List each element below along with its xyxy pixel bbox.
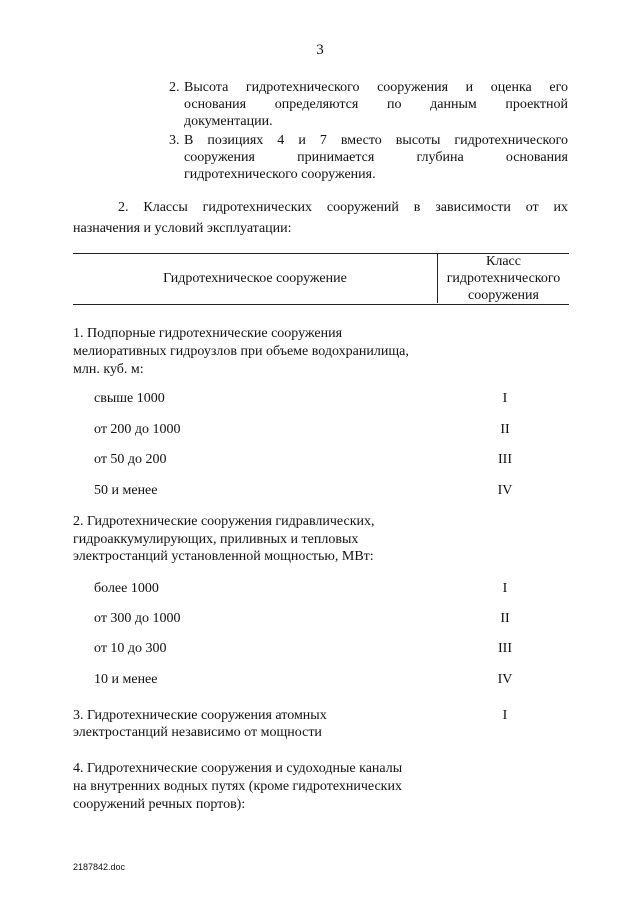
header-class-line: Класс: [486, 254, 521, 269]
row-class: II: [500, 611, 510, 626]
note-line: документации.: [184, 114, 273, 129]
section-title: электростанций независимо от мощности: [73, 725, 322, 740]
note-line: гидротехнического сооружения.: [184, 167, 376, 182]
note-3: [169, 132, 568, 183]
section-title: млн. куб. м:: [73, 362, 144, 377]
section-title: 1. Подпорные гидротехнические сооружения: [73, 326, 343, 341]
section-title: сооружений речных портов):: [73, 797, 246, 812]
row-class: I: [502, 581, 508, 596]
row-class: III: [498, 641, 512, 656]
note-line: сооружения принимается глубина основания: [184, 150, 568, 165]
table-header-class: [438, 253, 569, 304]
row-label: от 200 до 1000: [94, 422, 181, 437]
row-label: 10 и менее: [94, 672, 158, 687]
row-class: II: [500, 422, 510, 437]
note-line: Высота гидротехнического сооружения и оценка его: [184, 80, 568, 95]
section-title: 2. Гидротехнические сооружения гидравлических,: [73, 514, 375, 529]
note-number: 2.: [169, 80, 180, 95]
row-class: III: [498, 452, 512, 467]
section-title: электростанций установленной мощностью, МВт:: [73, 549, 374, 564]
table-header-structure: Гидротехническое сооружение: [163, 271, 347, 286]
note-2: [169, 79, 568, 130]
note-line: В позициях 4 и 7 вместо высоты гидротехнического: [184, 133, 568, 148]
row-label: более 1000: [94, 581, 159, 596]
row-label: 50 и менее: [94, 483, 158, 498]
row-label: свыше 1000: [94, 391, 165, 406]
intro-line: назначения и условий эксплуатации:: [73, 221, 292, 236]
section-title: 4. Гидротехнические сооружения и судоходные каналы: [73, 761, 403, 776]
section-title: гидроаккумулирующих, приливных и тепловых: [73, 532, 359, 547]
note-text: [184, 132, 568, 183]
row-class: I: [502, 708, 508, 723]
row-class: IV: [497, 672, 513, 687]
row-label: от 300 до 1000: [94, 611, 181, 626]
note-text: [184, 79, 568, 130]
intro-line: 2. Классы гидротехнических сооружений в зависимости от их: [118, 200, 568, 215]
row-class: I: [502, 391, 508, 406]
table-header-rule: [73, 304, 569, 305]
section-title: мелиоративных гидроузлов при объеме водохранилища,: [73, 344, 409, 359]
header-class-line: гидротехнического: [446, 271, 561, 286]
footer-filename: 2187842.doc: [73, 862, 126, 872]
row-label: от 50 до 200: [94, 452, 167, 467]
note-line: основания определяются по данным проектной: [184, 97, 568, 112]
note-number: 3.: [169, 133, 180, 148]
page-number: 3: [316, 42, 324, 58]
row-label: от 10 до 300: [94, 641, 167, 656]
section-title: на внутренних водных путях (кроме гидротехнических: [73, 779, 402, 794]
section-title: 3. Гидротехнические сооружения атомных: [73, 708, 327, 723]
row-class: IV: [497, 483, 513, 498]
header-class-line: сооружения: [468, 288, 539, 303]
